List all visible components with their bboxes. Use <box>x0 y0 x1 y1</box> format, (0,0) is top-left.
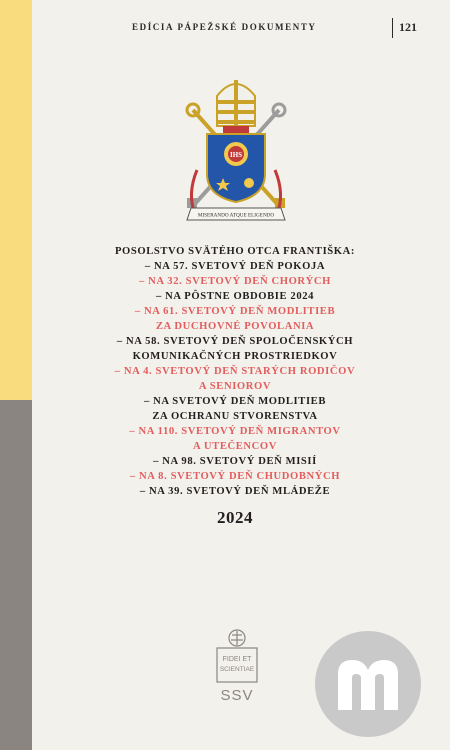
svg-text:FIDEI ET: FIDEI ET <box>222 656 252 663</box>
series-title: EDÍCIA PÁPEŽSKÉ DOKUMENTY <box>132 22 317 32</box>
title-line: – NA 8. SVETOVÝ DEŇ CHUDOBNÝCH <box>129 471 341 482</box>
shield-icon <box>207 134 265 202</box>
title-line: ZA OCHRANU STVORENSTVA <box>152 411 318 422</box>
watermark-m-icon <box>314 630 422 738</box>
papal-coat-of-arms-icon <box>183 74 289 226</box>
title-line: POSOLSTVO SVÄTÉHO OTCA FRANTIŠKA: <box>114 246 356 257</box>
title-line: – NA SVETOVÝ DEŇ MODLITIEB <box>144 396 326 407</box>
publication-year: 2024 <box>217 508 253 527</box>
svg-text:IHS: IHS <box>229 151 243 159</box>
mitre-icon <box>217 80 255 136</box>
title-line: KOMUNIKAČNÝCH PROSTRIEDKOV <box>132 351 338 362</box>
motto-ribbon <box>187 208 285 220</box>
title-line: – NA 32. SVETOVÝ DEŇ CHORÝCH <box>138 276 331 287</box>
title-line: A SENIOROV <box>198 381 272 392</box>
title-line: – NA 110. SVETOVÝ DEŇ MIGRANTOV <box>129 426 341 437</box>
title-block <box>40 244 430 499</box>
yellow-spine-strip <box>0 0 32 400</box>
title-line: – NA 61. SVETOVÝ DEŇ MODLITIEB <box>134 306 336 317</box>
publisher-logo-icon <box>214 628 260 708</box>
title-line: – NA 39. SVETOVÝ DEŇ MLÁDEŽE <box>139 486 331 497</box>
series-number: 121 <box>399 20 417 34</box>
gray-spine-strip <box>0 400 32 750</box>
title-line: – NA PÔSTNE OBDOBIE 2024 <box>155 291 315 302</box>
title-line: – NA 98. SVETOVÝ DEŇ MISIÍ <box>153 456 317 467</box>
title-line: – NA 4. SVETOVÝ DEŇ STARÝCH RODIČOV <box>114 366 356 377</box>
svg-text:SCIENTIAE: SCIENTIAE <box>219 666 255 673</box>
title-line: A UTEČENCOV <box>192 441 277 452</box>
title-line: – NA 57. SVETOVÝ DEŇ POKOJA <box>144 261 326 272</box>
svg-text:MISERANDO ATQUE ELIGENDO: MISERANDO ATQUE ELIGENDO <box>197 212 275 219</box>
title-line: – NA 58. SVETOVÝ DEŇ SPOLOČENSKÝCH <box>116 336 354 347</box>
title-line: ZA DUCHOVNÉ POVOLANIA <box>155 321 315 332</box>
series-divider <box>392 18 393 38</box>
svg-text:SSV: SSV <box>220 687 254 704</box>
